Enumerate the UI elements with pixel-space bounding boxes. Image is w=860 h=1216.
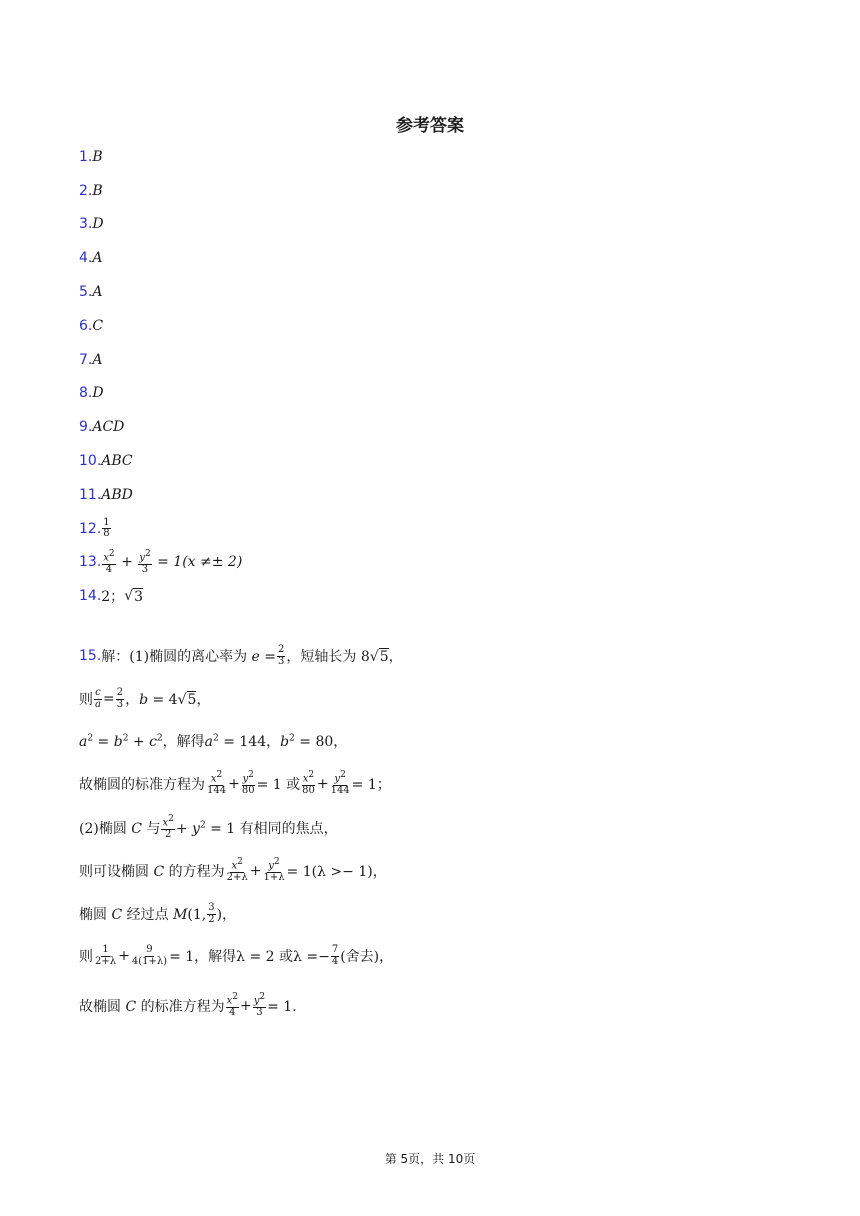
answer-item [79, 241, 799, 275]
solution-line: 故椭圆 C 的标准方程为 $\frac{x^2}{4}$ + $\frac{y^2}{3}$ = 1． [79, 992, 307, 1018]
answer-item [79, 343, 799, 377]
answer-item [79, 140, 799, 174]
answer-value: B [92, 148, 103, 165]
answer-value: A [92, 351, 103, 368]
sqrt-value: 3 [134, 588, 144, 605]
answer-number: 2. [79, 182, 93, 199]
solution-line: 15. 解：(1)椭圆的离心率为 e = $\frac{2}{3}$ ，短轴长为 8√5， [79, 644, 403, 667]
solution-line: 则 $\frac{1}{2+\lambda}$ + $\frac{9}{4(1+\lambda)}$ = 1，解得λ = 2 或λ =− $\frac{7}{4}$ (舍去)， [79, 944, 394, 967]
answer-item [79, 377, 799, 411]
solution-line: 椭圆 C 经过点 M(1, $\frac{3}{2}$ )， [79, 902, 237, 925]
answer-number: 11. [79, 486, 102, 503]
answer-item [79, 478, 799, 512]
answer-item [79, 208, 799, 242]
answer-value: B [92, 182, 103, 199]
answer-number: 13. [79, 554, 102, 571]
answer-value: ABC [101, 453, 133, 470]
answer-item: 13. $\frac{x^2}{4}$ + $\frac{y^2}{3}$ = 1(x ≠± 2) [79, 548, 243, 575]
solution-line: 故椭圆的标准方程为 $\frac{x^2}{144}$ + $\frac{y^2}{80}$ = 1 或 $\frac{x^2}{80}$ + $\frac{y^2}{144}$ = 1； [79, 770, 391, 796]
solution-line: $a^2 = b^2 + c^2$，解得$a^2 = 144$，$b^2 = 80$， [79, 733, 348, 750]
fraction [102, 518, 110, 540]
answer-value: C [92, 317, 104, 334]
fraction: $\frac{x^2}{4}$ [103, 548, 115, 575]
answer-number: 6. [79, 317, 93, 334]
page-title: 参考答案 [396, 116, 464, 136]
answer-item [79, 174, 799, 208]
answer-number: 1. [79, 148, 93, 165]
answer-value: ABD [101, 486, 133, 503]
answer-number: 5. [79, 284, 93, 301]
answer-value: ACD [92, 419, 125, 436]
answer-value: 2； [101, 589, 125, 606]
answer-list [79, 140, 799, 613]
answer-number: 15. [79, 648, 102, 664]
answer-item [79, 410, 799, 444]
answer-item [79, 512, 799, 546]
answer-number: 3. [79, 216, 93, 233]
answer-value: D [92, 385, 104, 402]
equation-tail: = 1(x ≠± 2) [157, 554, 243, 571]
answer-item [79, 275, 799, 309]
fraction: $\frac{y^2}{3}$ [139, 548, 151, 575]
answer-number: 10. [79, 453, 102, 470]
answer-number: 9. [79, 419, 93, 436]
fraction-denominator: 8 [103, 528, 110, 540]
answer-number: 4. [79, 250, 93, 267]
answer-item [79, 579, 799, 613]
answer-number: 14. [79, 588, 102, 605]
solution-line: 则可设椭圆 C 的方程为 $\frac{x^2}{2+\lambda}$ + $\frac{y^2}{1+\lambda}$ = 1(λ >− 1)， [79, 857, 387, 883]
answer-item [79, 444, 799, 478]
answer-value: A [92, 284, 103, 301]
page-footer: 第 5页，共 10页 [384, 1152, 476, 1166]
solution-line: (2)椭圆 C 与 $\frac{x^2}{2}$ + $y^2 = 1$ 有相同的焦点， [79, 814, 338, 840]
answer-item [79, 309, 799, 343]
fraction-numerator: 1 [103, 516, 110, 528]
answer-value: D [92, 216, 104, 233]
answer-number: 7. [79, 351, 93, 368]
answer-number: 8. [79, 385, 93, 402]
sqrt-sign-icon: √ [124, 588, 134, 605]
solution-line: 则 $\frac{c}{a}$ = $\frac{2}{3}$ ，b = 4√5， [79, 687, 211, 710]
answer-value: A [92, 250, 103, 267]
answer-number: 12. [79, 520, 102, 537]
